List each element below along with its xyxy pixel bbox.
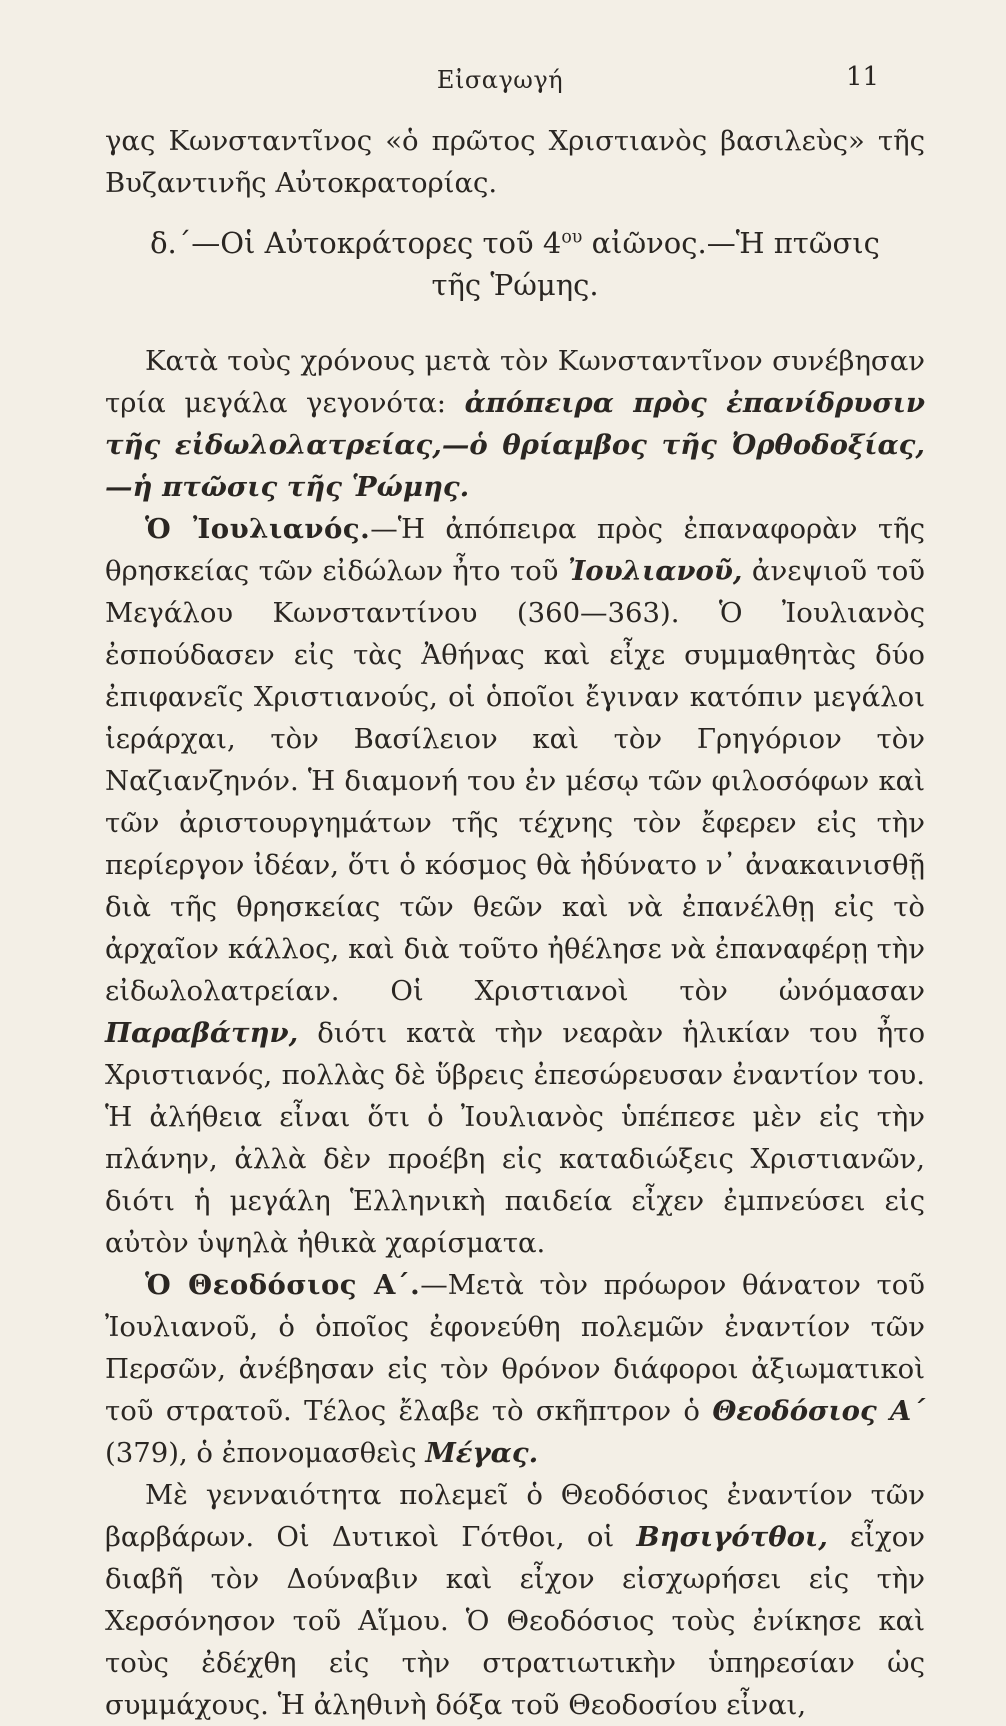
theodosius-label: Ὁ Θεοδόσιος Α΄. bbox=[145, 1269, 421, 1301]
p2-text-a: —Ἡ ἀπόπειρα πρὸς ἐπαναφορὰν τῆς θρησκείας τῶν εἰδώλων ἦτο τοῦ bbox=[105, 513, 925, 587]
p3-text-a: —Μετὰ τὸν πρόωρον θάνατον τοῦ Ἰουλιανοῦ, ὁ ὁποῖος ἐφονεύθη πολεμῶν ἐναντίον τῶν Περσῶν, ἀνέβησαν εἰς τὸν θρόνον διάφοροι ἀξιωματικοὶ τοῦ στρατοῦ. Τέλος ἔλαβε τὸ σκῆπτρον ὁ bbox=[105, 1269, 925, 1427]
running-title: Εἰσαγωγή bbox=[436, 66, 564, 94]
section-heading-line1 bbox=[105, 222, 925, 264]
paragraph-julian bbox=[105, 508, 925, 1264]
p2-julian-name: Ἰουλιανοῦ, bbox=[567, 555, 743, 587]
p4-text-a: Μὲ γενναιότητα πολεμεῖ ὁ Θεοδόσιος ἐναντίον τῶν βαρβάρων. Οἱ Δυτικοὶ Γότθοι, οἱ bbox=[105, 1479, 925, 1553]
p3-megas: Μέγας. bbox=[425, 1437, 539, 1469]
paragraph-barbarians bbox=[105, 1474, 925, 1726]
paragraph-three-events bbox=[105, 340, 925, 508]
paragraph-theodosius bbox=[105, 1264, 925, 1474]
p2-text-e: διότι κατὰ τὴν νεαρὰν ἡλικίαν του ἦτο Χριστιανός, πολλὰς δὲ ὕβρεις ἐπεσώρευσαν ἐναντίον του. Ἡ ἀλήθεια εἶναι ὅτι ὁ Ἰουλιανὸς ὑπέπεσε μὲν εἰς τὴν πλάνην, ἀλλὰ δὲν προέβη εἰς καταδιώξεις Χριστιανῶν, διότι ἡ μεγάλη Ἑλληνικὴ παιδεία εἶχεν ἐμπνεύσει εἰς αὐτὸν ὑψηλὰ ἠθικὰ χαρίσματα. bbox=[105, 1017, 925, 1259]
p4-text-c: εἶχον διαβῆ τὸν Δούναβιν καὶ εἶχον εἰσχωρήσει εἰς τὴν Χερσόνησον τοῦ Αἵμου. Ὁ Θεοδόσιος τοὺς ἐνίκησε καὶ τοὺς ἐδέχθη εἰς τὴν στρατιωτικὴν ὑπηρεσίαν ὡς συμμάχους. Ἡ ἀληθινὴ δόξα τοῦ Θεοδοσίου εἶναι, bbox=[105, 1521, 925, 1721]
heading-prefix: δ.΄—Οἱ Αὐτοκράτορες τοῦ 4 bbox=[150, 226, 562, 260]
p1-emphasis: ἀπόπειρα πρὸς ἐπανίδρυσιν τῆς εἰδωλολατρείας,—ὁ θρίαμβος τῆς Ὀρθοδοξίας,—ἡ πτῶσις τῆς Ῥώμης. bbox=[105, 387, 925, 503]
page-body bbox=[105, 120, 925, 1726]
p3-theodosius-name: Θεοδόσιος Α΄ bbox=[712, 1395, 926, 1427]
julian-label: Ὁ Ἰουλιανός. bbox=[145, 513, 371, 545]
p3-text-c: (379), ὁ ἐπονομασθεὶς bbox=[105, 1437, 426, 1469]
p2-paravatis: Παραβάτην, bbox=[105, 1017, 299, 1049]
section-heading-line2: τῆς Ῥώμης. bbox=[431, 268, 599, 302]
p1-text: Κατὰ τοὺς χρόνους μετὰ τὸν Κωνσταντῖνον συνέβησαν τρία μεγάλα γεγονότα: bbox=[105, 345, 925, 419]
p2-text-c: ἀνεψιοῦ τοῦ Μεγάλου Κωνσταντίνου (360—363). Ὁ Ἰουλιανὸς ἐσπούδασεν εἰς τὰς Ἀθήνας καὶ εἶχε συμμαθητὰς δύο ἐπιφανεῖς Χριστιανούς, οἱ ὁποῖοι ἔγιναν κατόπιν μεγάλοι ἱεράρχαι, τὸν Βασίλειον καὶ τὸν Γρηγόριον τὸν Ναζιανζηνόν. Ἡ διαμονή του ἐν μέσῳ τῶν φιλοσόφων καὶ τῶν ἀριστουργημάτων τῆς τέχνης τὸν ἔφερεν εἰς τὴν περίεργον ἰδέαν, ὅτι ὁ κόσμος θὰ ἠδύνατο ν᾿ ἀνακαινισθῇ διὰ τῆς θρησκείας τῶν θεῶν καὶ νὰ ἐπανέλθῃ εἰς τὸ ἀρχαῖον κάλλος, καὶ διὰ τοῦτο ἠθέλησε νὰ ἐπαναφέρῃ τὴν εἰδωλολατρείαν. Οἱ Χριστιανοὶ τὸν ὠνόμασαν bbox=[105, 555, 925, 1007]
intro-paragraph: γας Κωνσταντῖνος «ὁ πρῶτος Χριστιανὸς βασιλεὺς» τῆς Βυζαντινῆς Αὐτοκρατορίας. bbox=[105, 125, 925, 199]
page-number: 11 bbox=[846, 62, 880, 92]
heading-suffix: αἰῶνος.—Ἡ πτῶσις bbox=[582, 226, 880, 260]
running-head bbox=[0, 60, 1006, 100]
p4-visigoths: Βησιγότθοι, bbox=[636, 1521, 828, 1553]
heading-superscript: ου bbox=[561, 227, 583, 248]
section-heading bbox=[105, 222, 925, 306]
